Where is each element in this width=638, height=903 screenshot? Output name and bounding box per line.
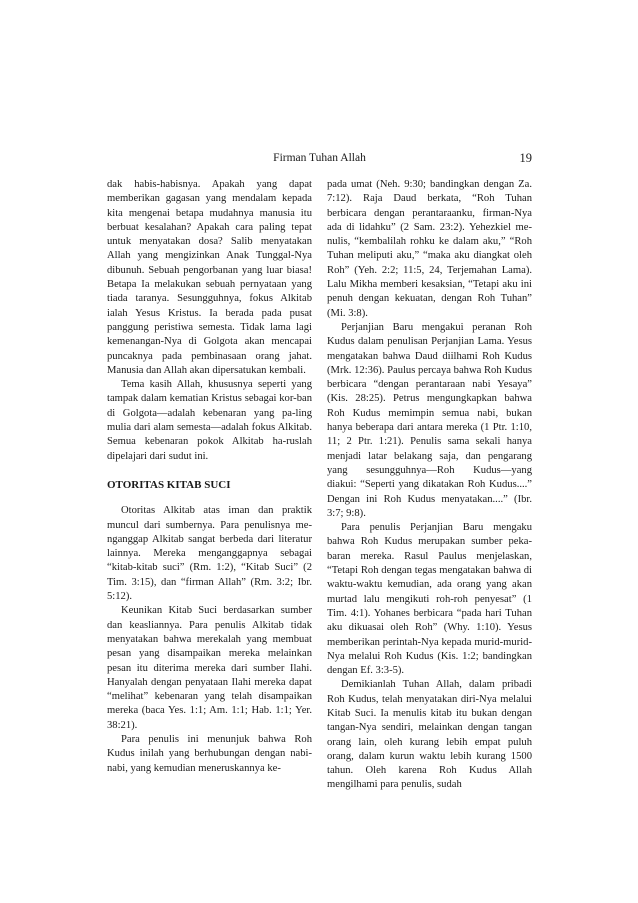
section-heading: OTORITAS KITAB SUCI	[107, 478, 231, 491]
paragraph: Perjanjian Baru mengakui peranan Roh Kudus dalam penulisan Perjanjian Lama. Yesus mengatakan bahwa Daud diilhami Roh Kudus (Mrk. 12:36). Paulus percaya bahwa Roh Kudus berbicara “dengan perantaraan nabi Yesaya” (Kis. 28:25). Petrus mengungkapkan bahwa Roh Kudus memimpin semua nabi, bukan hanya beberapa dari antara mereka (1 Ptr. 1:10, 11; 2 Ptr. 1:21). Penulis sama sekali hanya menjadi latar belakang saja, dan pengarang yang sesungguhnya—Roh Kudus—yang diakui: “Seperti yang dikatakan Roh Kudus....” Dengan ini Roh Kudus menyatakan....” (Ibr. 3:7; 9:8).	[327, 321, 532, 519]
paragraph: dak habis-habisnya. Apakah yang dapat memberikan gagasan yang mendalam kepada kita mengenai betapa mudahnya manusia itu berbuat kesalahan? Apakah cara paling tepat untuk menyatakan dosa? Salib menyatakan Allah yang mengizinkan Anak Tunggal-Nya dibunuh. Sebuah pengorbanan yang luar biasa! Betapa Ia melakukan sebuah pernyataan yang tiada taranya. Sesungguhnya, fokus Alkitab ialah Yesus Kristus. Ia berada pada pusat panggung peristiwa semesta. Tidak lama lagi kemenangan-Nya di Golgota akan mencapai puncaknya pada pembinasaan orang jahat. Manusia dan Allah akan dipersatukan kembali.	[107, 179, 312, 376]
paragraph: pada umat (Neh. 9:30; bandingkan dengan Za. 7:12). Raja Daud berkata, “Roh Tuhan berbicara dengan perantaraanku, firman-Nya ada di lidahku” (2 Sam. 23:2). Yehezkiel menulis, “kembalilah rohku ke dalam aku,” “Roh Tuhan meliputi aku,” “maka aku diangkat oleh Roh” (Yeh. 2:2; 11:5, 24, Terjemahan Lama). Lalu Mikha memberi kesaksian, “Tetapi aku ini penuh dengan kekuatan, dengan Roh Tuhan” (Mi. 3:8).	[327, 179, 532, 319]
page-header	[107, 150, 532, 166]
page-number: 19	[519, 151, 532, 165]
paragraph: Demikianlah Tuhan Allah, dalam pribadi Roh Kudus, telah menyatakan diri-Nya melalui Kitab Suci. Ia menulis kitab itu bukan dengan tangan-Nya sendiri, melainkan dengan tangan orang lain, oleh kurang lebih empat puluh orang, dalam kurun waktu lebih kurang 1500 tahun. Oleh karena Roh Kudus Allah mengilhami para penulis, sudah	[327, 679, 532, 791]
paragraph: Para penulis Perjanjian Baru mengaku bahwa Roh Kudus merupakan sumber pekabaran mereka. Rasul Paulus menjelaskan, “Tetapi Roh dengan tegas mengatakan bahwa di waktu-waktu kemudian, ada orang yang akan murtad lalu mengikuti roh-roh penyesat” (1 Tim. 4:1). Yohanes berbicara “pada hari Tuhan aku dikuasai oleh Roh” (Why. 1:10). Yesus memberikan perintah-Nya kepada murid-murid-Nya melalui Roh Kudus (Kis. 1:2; bandingkan dengan Ef. 3:3-5).	[327, 522, 532, 677]
paragraph: Para penulis ini menunjuk bahwa Roh Kudus inilah yang berhubungan dengan nabi-nabi, yang kemudian meneruskannya ke-	[107, 733, 312, 774]
running-title: Firman Tuhan Allah	[273, 152, 366, 164]
paragraph: Tema kasih Allah, khususnya seperti yang tampak dalam kematian Kristus sebagai kor-ban di Golgota—adalah kebenaran yang pa-ling mulia dari alam semesta—adalah fokus Alkitab. Semua kebenaran pokok Alkitab ha-ruslah dipelajari dari sudut ini.	[107, 379, 312, 462]
paragraph: Keunikan Kitab Suci berdasarkan sumber dan keasliannya. Para penulis Alkitab tidak menyatakan bahwa merekalah yang membuat pesan yang disampaikan mereka melainkan pesan itu diterima mereka dari sumber Ilahi. Hanyalah dengan penyataan Ilahi mereka dapat “melihat” kebenaran yang telah disampaikan mereka (baca Yes. 1:1; Am. 1:1; Hab. 1:1; Yer. 38:21).	[107, 605, 312, 731]
left-column	[107, 178, 312, 776]
paragraph: Otoritas Alkitab atas iman dan praktik muncul dari sumbernya. Para penulisnya menganggap Alkitab sangat berbeda dari literatur lainnya. Mereka menganggapnya sebagai “kitab-kitab suci” (Rm. 1:2), “Kitab Suci” (2 Tim. 3:15), dan “firman Allah” (Rm. 3:2; Ibr. 5:12).	[107, 505, 312, 603]
right-column	[327, 178, 532, 793]
